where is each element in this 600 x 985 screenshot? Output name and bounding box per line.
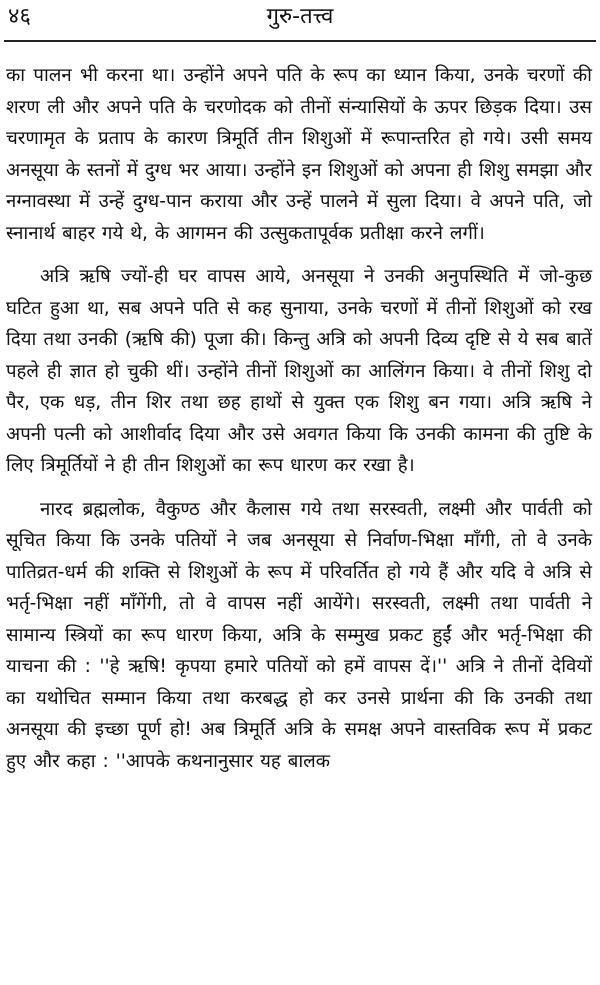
page-header	[0, 0, 600, 40]
body-text	[6, 60, 592, 789]
paragraph-2: अत्रि ऋषि ज्यों-ही घर वापस आये, अनसूया ने उनकी अनुपस्थिति में जो-कुछ घटित हुआ था, सब अपने पति से कह सुनाया, उनके चरणों में तीनों शिशुओं को रख दिया तथा उनकी (ऋषि की) पूजा की। किन्तु अत्रि को अपनी दिव्य दृष्टि से ये सब बातें पहले ही ज्ञात हो चुकी थीं। उन्होंने तीनों शिशुओं का आलिंगन किया। वे तीनों शिशु दो पैर, एक धड़, तीन शिर तथा छह हाथों से युक्त एक शिशु बन गया। अत्रि ऋषि ने अपनी पत्नी को आशीर्वाद दिया और उसे अवगत किया कि उनकी कामना की तुष्टि के लिए त्रिमूर्तियों ने ही तीन शिशुओं का रूप धारण कर रखा है।	[6, 266, 592, 476]
running-title: गुरु-तत्त्व	[266, 4, 334, 29]
paragraph-3: नारद ब्रह्मलोक, वैकुण्ठ और कैलास गये तथा सरस्वती, लक्ष्मी और पार्वती को सूचित किया कि उनके पतियों ने जब अनसूया से निर्वाण-भिक्षा माँगी, तो वे उनके पातिव्रत-धर्म की शक्ति से शिशुओं के रूप में परिवर्तित हो गये हैं और यदि वे अत्रि से भर्तृ-भिक्षा नहीं माँगेंगी, तो वे वापस नहीं आयेंगे। सरस्वती, लक्ष्मी तथा पार्वती ने सामान्य स्त्रियों का रूप धारण किया, अत्रि के सम्मुख प्रकट हुईं और भर्तृ-भिक्षा की याचना की : ''हे ऋषि! कृपया हमारे पतियों को हमें वापस दें।'' अत्रि ने तीनों देवियों का यथोचित सम्मान किया तथा करबद्ध हो कर उनसे प्रार्थना की कि उनकी तथा अनसूया की इच्छा पूर्ण हो! अब त्रिमूर्ति अत्रि के समक्ष अपने वास्तविक रूप में प्रकट हुए और कहा : ''आपके कथनानुसार यह बालक	[6, 498, 592, 772]
header-rule	[4, 40, 596, 42]
paragraph-1: का पालन भी करना था। उन्होंने अपने पति के रूप का ध्यान किया, उनके चरणों की शरण ली और अपने पति के चरणोदक को तीनों संन्यासियों के ऊपर छिड़क दिया। उस चरणामृत के प्रताप के कारण त्रिमूर्ति तीन शिशुओं में रूपान्तरित हो गये। उसी समय अनसूया के स्तनों में दुग्ध भर आया। उन्होंने इन शिशुओं को अपना ही शिशु समझा और नग्नावस्था में उन्हें दुग्ध-पान कराया और उन्हें पालने में सुला दिया। वे अपने पति, जो स्नानार्थ बाहर गये थे, के आगमन की उत्सुकतापूर्वक प्रतीक्षा करने लगीं।	[6, 65, 592, 244]
page-number: ४६	[8, 4, 31, 29]
